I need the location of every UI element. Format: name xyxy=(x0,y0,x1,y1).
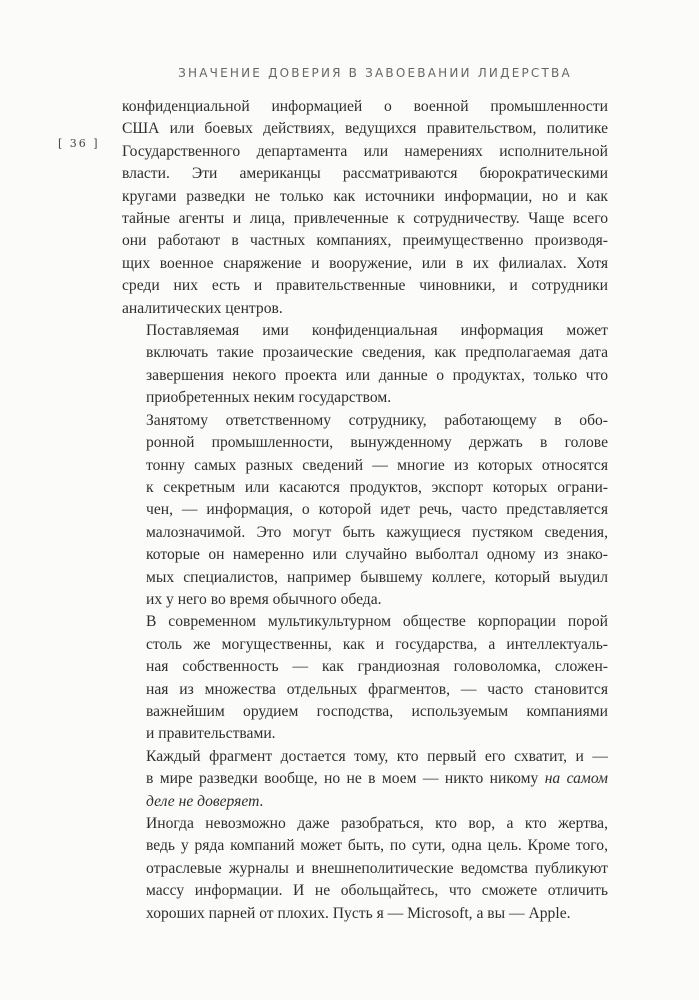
text-line: тайные агенты и лица, привлеченные к сотрудничеству. Чаще всего xyxy=(122,210,608,228)
text-line xyxy=(122,768,608,790)
text-line: важнейшим орудием господства, используемым компаниями xyxy=(146,702,608,720)
text-line: США или боевых действиях, ведущихся правительством, политике xyxy=(122,120,608,138)
paragraph-2 xyxy=(122,320,608,410)
text-line: малозначимой. Это могут быть кажущиеся пустяком сведения, xyxy=(146,523,608,541)
text-line: приобретенных неким государством. xyxy=(146,389,392,407)
text-line: хороших парней от плохих. Пусть я — Microsoft, а вы — Apple. xyxy=(146,904,571,922)
paragraph-3 xyxy=(122,410,608,612)
running-title: ЗНАЧЕНИЕ ДОВЕРИЯ В ЗАВОЕВАНИИ ЛИДЕРСТВА xyxy=(178,66,572,80)
text-line: и правительствами. xyxy=(146,725,276,743)
text-line: завершения некого проекта или данные о продуктах, только что xyxy=(146,366,608,384)
text-line: чен, — информация, о которой идет речь, часто представляется xyxy=(146,501,608,519)
text-line: столь же могущественны, как и государства, а интеллектуаль- xyxy=(146,635,608,653)
text-run: . xyxy=(259,792,264,810)
page-number: [ 36 ] xyxy=(58,137,100,150)
text-line: Поставляемая ими конфиденциальная информация может xyxy=(146,322,608,340)
text-line: мых специалистов, например бывшему коллеге, который выудил xyxy=(146,568,608,586)
text-line: включать такие прозаические сведения, как предполагаемая дата xyxy=(146,344,608,362)
paragraph-4 xyxy=(122,611,608,745)
text-line: массу информации. И не обольщайтесь, что сможете отличить xyxy=(146,882,608,900)
text-line: Занятому ответственному сотруднику, работающему в обо- xyxy=(146,411,608,429)
text-line: отраслевые журналы и внешнеполитические ведомства публикуют xyxy=(146,859,608,877)
body-text xyxy=(122,96,608,925)
text-line: Иногда невозможно даже разобраться, кто вор, а кто жертва, xyxy=(146,815,608,832)
text-line: Государственного департамента или намерениях исполнительной xyxy=(122,142,608,160)
text-line: они работают в частных компаниях, преимущественно производя- xyxy=(122,232,608,250)
text-line: к секретным или касаются продуктов, экспорт которых ограни- xyxy=(146,478,608,496)
emphasis-text: на самом xyxy=(544,770,608,788)
text-line: тонну самых разных сведений — многие из которых относятся xyxy=(146,456,608,474)
text-line: ронной промышленности, вынужденному держать в голове xyxy=(146,434,608,452)
text-line: В современном мультикультурном обществе корпорации порой xyxy=(146,613,608,631)
paragraph-6 xyxy=(122,813,608,925)
text-line: Каждый фрагмент достается тому, кто первый его схватит, и — xyxy=(146,747,608,765)
text-line: щих военное снаряжение и вооружение, или в их филиалах. Хотя xyxy=(122,254,608,272)
text-line: ведь у ряда компаний может быть, по сути, одна цель. Кроме того, xyxy=(146,837,608,855)
paragraph-5 xyxy=(122,746,608,813)
text-line: ная собственность — как грандиозная головоломка, сложен- xyxy=(146,658,608,676)
text-line: аналитических центров. xyxy=(122,299,283,317)
paragraph-1 xyxy=(122,96,608,320)
text-run: в мире разведки вообще, но не в моем — никто никому xyxy=(146,770,545,788)
text-line: их у него во время обычного обеда. xyxy=(146,590,382,608)
text-line xyxy=(122,791,608,813)
text-line: среди них есть и правительственные чиновники, и сотрудники xyxy=(122,277,608,295)
text-line: конфиденциальной информацией о военной промышленности xyxy=(122,98,608,115)
text-line: ная из множества отдельных фрагментов, — часто становится xyxy=(146,680,608,698)
text-line: власти. Эти американцы рассматриваются бюрократическими xyxy=(122,165,608,183)
text-line: кругами разведки не только как источники информации, но и как xyxy=(122,187,608,205)
text-line: которые он намеренно или случайно выболтал одному из знако- xyxy=(146,546,608,564)
emphasis-text: деле не доверяет xyxy=(146,792,260,810)
